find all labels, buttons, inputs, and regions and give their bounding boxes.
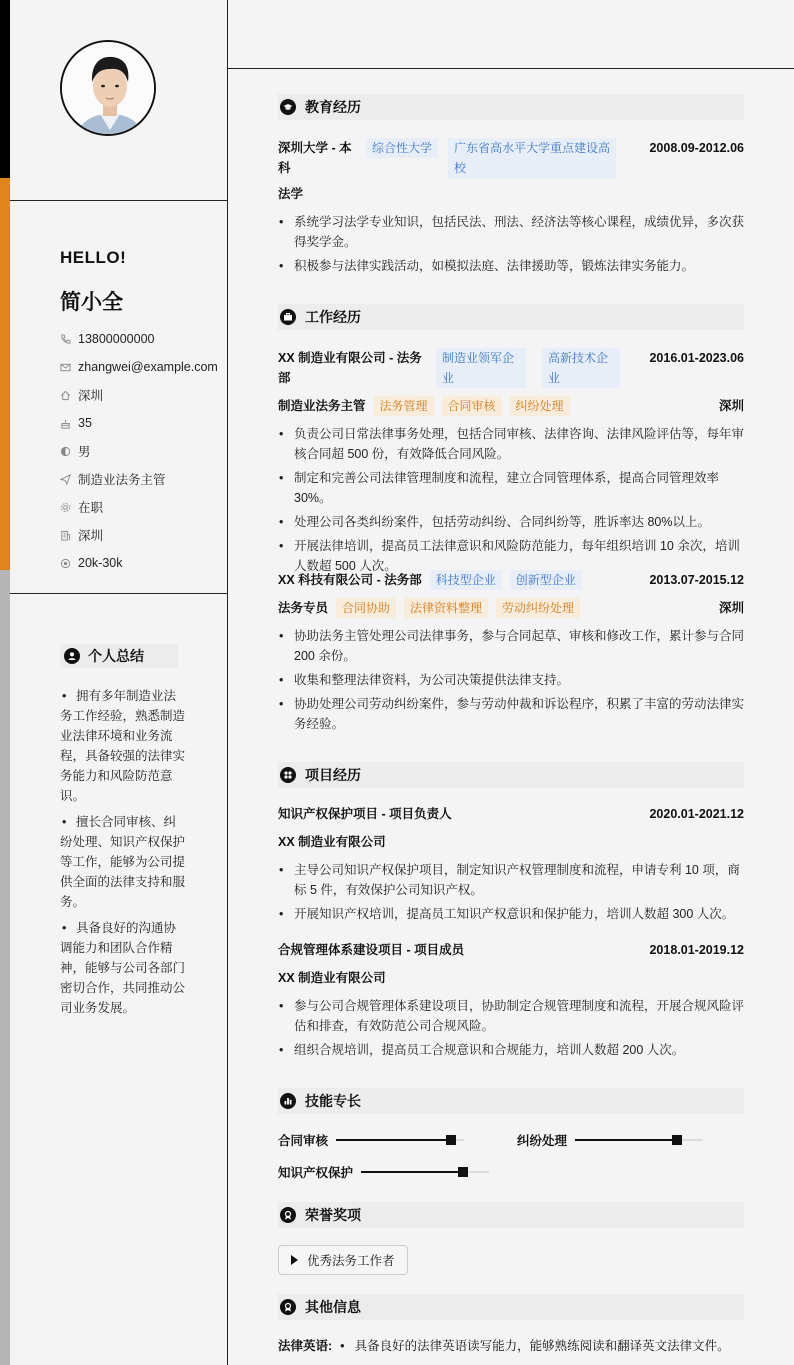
skill-level-fill [575,1139,677,1141]
skill-name: 纠纷处理 [517,1134,568,1148]
salary-row [60,549,228,577]
job-location: 深圳 [718,601,744,615]
job-bullet: • 开展法律培训，提高员工法律意识和风险防范能力，每年组织培训 10 余次，培训人数超 500 人次。 [278,536,744,576]
other-heading [278,1294,744,1320]
project-bullets [278,996,744,1060]
phone-value: 13800000000 [78,332,155,346]
project-company: XX 制造业有限公司 [278,971,386,985]
phone-row [60,325,228,353]
gender-row [60,437,228,465]
projects-heading [278,762,744,788]
summary-item: • 具备良好的沟通协调能力和团队合作精神，能够与公司各部门密切合作，共同推动公司业务发展。 [60,918,188,1018]
project-company: XX 制造业有限公司 [278,835,386,849]
project-bullet: • 参与公司合规管理体系建设项目，协助制定合规管理制度和流程，开展合规风险评估和排查，有效防范公司合规风险。 [278,996,744,1036]
honors-title: 荣誉奖项 [305,1207,361,1223]
status-value: 在职 [78,501,104,515]
skill-item [278,1163,489,1181]
project-name: 知识产权保护项目 - 项目负责人 [278,807,452,821]
target-city-row [60,521,228,549]
other-label: 法律英语: [278,1339,333,1353]
skill-level-knob [446,1135,456,1145]
school-tag: 综合性大学 [366,138,438,158]
school-name: 深圳大学 - 本科 [278,141,352,175]
summary-title: 个人总结 [88,648,144,664]
project-entry [278,804,744,928]
skill-tag: 法律资料整理 [404,598,488,618]
skill-name: 合同审核 [278,1134,329,1148]
divider [10,593,227,594]
job-date: 2016.01-2023.06 [649,351,744,365]
phone-icon [60,334,78,345]
skill-tag: 劳动纠纷处理 [496,598,580,618]
bar-chart-icon [280,1093,296,1109]
project-bullets [278,860,744,924]
award-icon [280,1207,296,1223]
project-name: 合规管理体系建设项目 - 项目成员 [278,943,465,957]
gender-value: 男 [78,445,91,459]
work-heading [278,304,744,330]
education-bullets [278,212,744,276]
project-bullet: • 组织合规培训，提高员工合规意识和合规能力，培训人数超 200 人次。 [278,1040,744,1060]
position-row [60,465,228,493]
color-stripe [0,0,10,1365]
main-content [228,0,794,1365]
gear-icon [60,502,78,513]
avatar [60,40,156,136]
other-entry [278,1336,744,1356]
send-icon [60,474,78,485]
summary-item: • 拥有多年制造业法务工作经验，熟悉制造业法律环境和业务流程，具备较强的法律实务能力和风险防范意识。 [60,686,188,806]
play-icon [291,1255,298,1265]
company-name: XX 科技有限公司 - 法务部 [278,573,422,587]
job-bullet: • 制定和完善公司法律管理制度和流程，建立合同管理体系，提高合同管理效率 30%。 [278,468,744,508]
skill-item [517,1131,703,1149]
skill-tag: 合同审核 [442,396,502,416]
skill-tag: 合同协助 [336,598,396,618]
skills-heading [278,1088,744,1114]
gender-icon [60,446,78,457]
award-name: 优秀法务工作者 [307,1254,395,1268]
person-name: 简小全 [60,291,123,314]
education-title: 教育经历 [305,99,361,115]
education-bullet: • 系统学习法学专业知识，包括民法、刑法、经济法等核心课程，成绩优异，多次获得奖学金。 [278,212,744,252]
skill-tag: 纠纷处理 [510,396,570,416]
briefcase-icon [280,309,296,325]
job-bullets [278,424,744,576]
sidebar [10,0,228,1365]
skill-level-knob [458,1167,468,1177]
coin-icon [60,558,78,569]
honors-heading [278,1202,744,1228]
education-date: 2008.09-2012.06 [649,141,744,155]
job-date: 2013.07-2015.12 [649,573,744,587]
contact-info [60,325,228,577]
building-icon [60,530,78,541]
job-bullet: • 协助法务主管处理公司法律事务，参与合同起草、审核和修改工作，累计参与合同 200 余份。 [278,626,744,666]
summary-list [60,686,188,1024]
school-tag: 广东省高水平大学重点建设高校 [448,138,616,178]
status-row [60,493,228,521]
other-title: 其他信息 [305,1299,361,1315]
skill-level-knob [672,1135,682,1145]
user-icon [64,648,80,664]
company-tag: 科技型企业 [430,570,502,590]
email-value: zhangwei@example.com [78,360,218,374]
skill-item [278,1131,464,1149]
bullet-dot: • [340,1339,345,1353]
city-value: 深圳 [78,389,104,403]
project-date: 2020.01-2021.12 [649,807,744,821]
project-entry [278,940,744,1064]
info-icon [280,1299,296,1315]
position-value: 制造业法务主管 [78,473,166,487]
job-bullet: • 负责公司日常法律事务处理，包括合同审核、法律咨询、法律风险评估等，每年审核合同超 500 份，有效降低合同风险。 [278,424,744,464]
job-bullet: • 协助处理公司劳动纠纷案件，参与劳动仲裁和诉讼程序，积累了丰富的劳动法律实务经验。 [278,694,744,734]
city-row [60,381,228,409]
skill-tag: 法务管理 [374,396,434,416]
other-text: 具备良好的法律英语读写能力，能够熟练阅读和翻译英文法律文件。 [354,1339,730,1353]
job-location: 深圳 [718,399,744,413]
job-role: 制造业法务主管 [278,399,366,413]
apps-icon [280,767,296,783]
greeting: HELLO! [60,248,127,267]
graduation-cap-icon [280,99,296,115]
skill-level-fill [361,1171,463,1173]
skill-level-bar [361,1171,489,1173]
company-tag: 高新技术企业 [542,348,620,388]
project-bullet: • 开展知识产权培训，提高员工知识产权意识和保护能力，培训人数超 300 人次。 [278,904,744,924]
major: 法学 [278,187,304,201]
skill-level-fill [336,1139,451,1141]
award-badge [278,1245,408,1275]
company-name: XX 制造业有限公司 - 法务部 [278,351,422,385]
salary-value: 20k-30k [78,556,123,570]
summary-item: • 擅长合同审核、纠纷处理、知识产权保护等工作，能够为公司提供全面的法律支持和服务。 [60,812,188,912]
project-date: 2018.01-2019.12 [649,943,744,957]
education-entry [278,138,744,280]
education-heading [278,94,744,120]
email-row [60,353,228,381]
company-tag: 制造业领军企业 [436,348,526,388]
work-title: 工作经历 [305,309,361,325]
job-bullet: • 收集和整理法律资料，为公司决策提供法律支持。 [278,670,744,690]
age-value: 35 [78,416,92,430]
divider [10,200,227,201]
job-entry [278,348,744,580]
skill-level-bar [575,1139,703,1141]
company-tag: 创新型企业 [510,570,582,590]
skills-title: 技能专长 [305,1093,361,1109]
mail-icon [60,362,78,373]
education-bullet: • 积极参与法律实践活动，如模拟法庭、法律援助等，锻炼法律实务能力。 [278,256,744,276]
projects-title: 项目经历 [305,767,361,783]
skill-level-bar [336,1139,464,1141]
job-entry [278,570,744,738]
summary-heading [60,644,178,668]
cake-icon [60,418,78,429]
job-role: 法务专员 [278,601,329,615]
skill-name: 知识产权保护 [278,1166,354,1180]
age-row [60,409,228,437]
target-city-value: 深圳 [78,529,104,543]
home-icon [60,390,78,401]
job-bullet: • 处理公司各类纠纷案件，包括劳动纠纷、合同纠纷等，胜诉率达 80%以上。 [278,512,744,532]
job-bullets [278,626,744,734]
project-bullet: • 主导公司知识产权保护项目，制定知识产权管理制度和流程，申请专利 10 项，商标 5 件，有效保护公司知识产权。 [278,860,744,900]
